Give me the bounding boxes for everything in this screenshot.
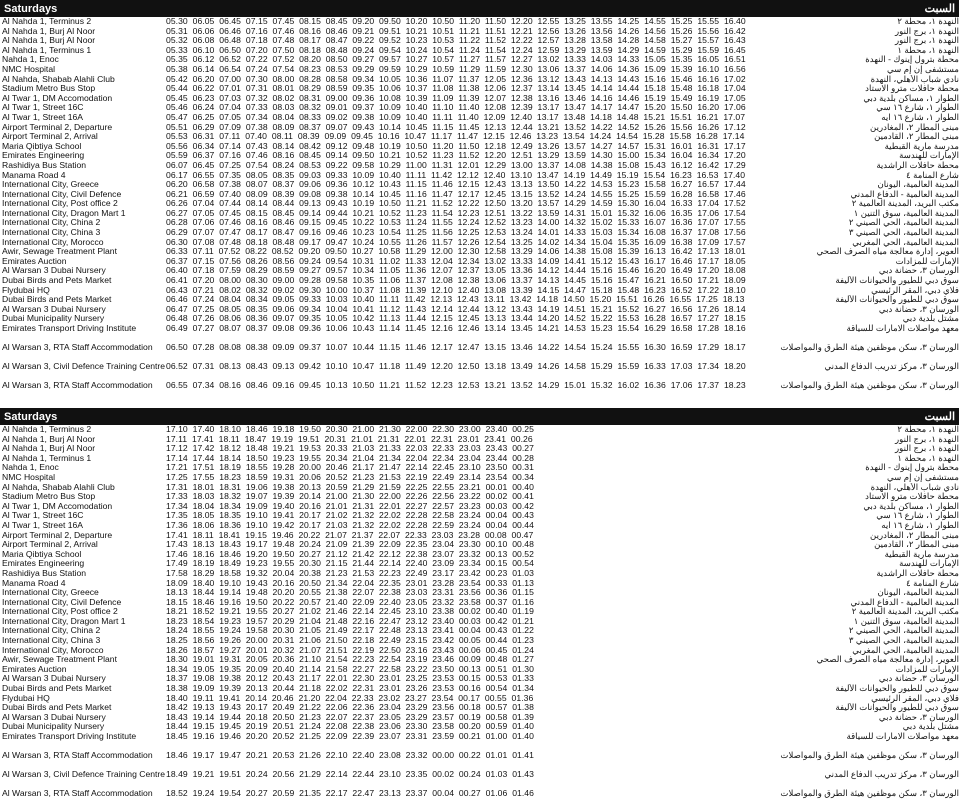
stop-name: International City, China 2 (2, 626, 101, 636)
stop-name-arabic: الطوار ١، شارع ١٦ ايه (881, 520, 959, 530)
table-row (0, 463, 959, 473)
departure-times: 06.07 06.45 07.25 07.54 08.24 08.53 09.22 09.58 10.29 11.00 11.31 12.01 12.29 13.00 13.37 14.08 14.38 15.08 15.43 16.12 16.42 17.29 (166, 160, 746, 170)
stop-name-arabic: الورسان ٣، سكن موظفين هيئة الطرق والمواصلات (780, 789, 959, 798)
table-row (0, 218, 959, 228)
table-row (0, 425, 959, 435)
table-row (0, 665, 959, 675)
stop-name: Emirates Transport Driving Institute (2, 732, 137, 741)
stop-name-arabic: المدينة العالمية، الحي الصيني ٣ (848, 636, 959, 646)
table-row (0, 65, 959, 75)
table-row (0, 27, 959, 37)
stop-name: Al Warsan 3, RTA Staff Accommodation (2, 751, 153, 760)
table-row (0, 295, 959, 305)
stop-name: Awir, Sewage Treatment Plant (2, 655, 117, 665)
departure-times: 06.47 07.25 08.05 08.35 09.06 09.34 10.04 10.41 11.12 11.43 12.14 12.44 13.12 13.43 14.19 14.51 15.21 15.52 16.27 16.56 17.26 18.14 (166, 304, 746, 314)
stop-name-arabic: نادي شباب الأهلي، النهدة (870, 74, 959, 84)
departure-times: 05.56 06.34 07.14 07.43 08.14 08.42 09.12 09.48 10.19 10.50 11.20 11.50 12.18 12.49 13.26 13.57 14.27 14.57 15.31 16.01 16.31 17.17 (166, 141, 746, 151)
stop-name-arabic: سوق دبي للطيور والحيوانات الأليفة (835, 276, 959, 286)
table-row (0, 276, 959, 286)
stop-name-arabic: الورسان ٣، حضانة دبي (878, 304, 959, 314)
departure-times: 18.44 19.15 19.45 20.19 20.51 21.24 22.08 22.38 23.06 23.30 23.58 00.20 00.59 01.40 (166, 722, 534, 732)
stop-name-arabic: محطة بترول إينوك - النهدة (865, 463, 959, 473)
stop-name: Al Warsan 3, Civil Defence Training Centre (2, 362, 166, 371)
table-row (0, 502, 959, 512)
departure-times: 06.48 07.26 08.06 08.36 09.07 09.35 10.05 10.42 11.13 11.44 12.15 12.45 13.13 13.44 14.20 14.52 15.22 15.53 16.28 16.57 17.27 18.15 (166, 314, 746, 324)
stop-name-arabic: سوق دبي للطيور والحيوانات الأليفة (835, 295, 959, 305)
table-row (0, 94, 959, 104)
departure-times: 18.49 19.21 19.51 20.24 20.56 21.29 22.14 22.44 23.10 23.35 00.02 00.24 01.03 01.43 (166, 770, 534, 779)
departure-times: 05.32 06.08 06.48 07.18 07.48 08.17 08.47 09.22 09.52 10.23 10.53 11.22 11.52 12.22 12.57 13.28 13.58 14.28 14.58 15.27 15.57 16.43 (166, 36, 746, 46)
departure-times: 17.36 18.06 18.36 19.10 19.42 20.17 21.03 21.32 22.02 22.28 22.59 23.24 00.04 00.44 (166, 520, 534, 530)
departure-times: 18.45 19.16 19.46 20.20 20.52 21.25 22.09 22.39 23.07 23.31 23.59 00.21 01.00 01.40 (166, 732, 534, 741)
departure-times: 17.58 18.29 18.58 19.32 20.04 20.38 21.23 21.53 22.23 22.49 23.17 23.42 00.23 01.03 (166, 568, 534, 578)
stop-name: Al Twar 1, Street 16C (2, 511, 84, 521)
stop-name: Al Nahda 1, Terminus 1 (2, 45, 92, 55)
table-row (0, 103, 959, 113)
stop-name-arabic: الإمارات للمزادات (895, 664, 959, 674)
table-row (0, 75, 959, 85)
stop-name: Stadium Metro Bus Stop (2, 84, 96, 94)
departure-times: 05.33 06.10 06.50 07.20 07.50 08.18 08.48 09.24 09.54 10.24 10.54 11.24 11.54 12.24 12.59 13.29 13.59 14.29 14.59 15.29 15.59 16.45 (166, 45, 746, 55)
departure-times: 18.13 18.44 19.14 19.48 20.20 20.55 21.38 22.07 22.38 23.03 23.31 23.56 00.36 01.15 (166, 588, 534, 598)
stop-name-arabic: الإمارات للهندسة (899, 559, 959, 569)
departure-times: 06.52 07.31 08.13 08.43 09.13 09.42 10.10 10.47 11.18 11.49 12.20 12.50 13.18 13.49 14.26 14.58 15.29 15.59 16.33 17.03 17.34 18.20 (166, 362, 746, 371)
stop-name-arabic: النهدة ١، برج النور (894, 434, 959, 444)
stop-name: Rashidiya Bus Station (2, 160, 87, 170)
table-row (0, 646, 959, 656)
stop-name: Manama Road 4 (2, 170, 66, 180)
departure-times: 05.53 06.31 07.11 07.40 08.11 08.39 09.09 09.45 10.16 10.47 11.17 11.47 12.15 12.46 13.23 13.54 14.24 14.54 15.28 15.58 16.28 17.14 (166, 132, 745, 142)
stop-name: Al Nahda 1, Burj Al Noor (2, 434, 96, 444)
table-row (0, 142, 959, 152)
table-row (0, 151, 959, 161)
section-header (0, 408, 959, 425)
table-row (0, 257, 959, 267)
departure-times: 05.47 06.25 07.05 07.34 08.04 08.33 09.02 09.38 10.09 10.40 11.11 11.40 12.09 12.40 13.17 13.48 14.18 14.48 15.21 15.51 16.21 17.07 (166, 112, 746, 122)
departure-times: 17.49 18.19 18.49 19.23 19.55 20.30 21.15 21.44 22.14 22.40 23.09 23.34 00.15 00.54 (166, 559, 534, 569)
table-row (0, 492, 959, 502)
stop-name-arabic: شارع المنامة ٤ (906, 578, 959, 588)
stop-name: Emirates Transport Driving Institute (2, 324, 137, 333)
table-row (0, 199, 959, 209)
departure-times: 06.50 07.28 08.08 08.38 09.09 09.37 10.07 10.44 11.15 11.46 12.17 12.47 13.15 13.46 14.22 14.54 15.24 15.55 16.30 16.59 17.29 18.17 (166, 343, 746, 352)
departure-times: 05.38 06.14 06.54 07.24 07.54 08.23 08.53 09.29 09.59 10.29 10.59 11.29 11.59 12.30 13.06 13.37 14.06 14.36 15.09 15.39 16.10 16.56 (166, 64, 746, 74)
stop-name-arabic: شارع المنامة ٤ (906, 170, 959, 180)
table-row (0, 483, 959, 493)
stop-name: Al Warsan 3, Civil Defence Training Centre (2, 770, 166, 779)
stop-name: Airport Terminal 2, Arrival (2, 132, 98, 142)
stop-name: International City, Post office 2 (2, 199, 118, 209)
table-row (0, 540, 959, 550)
departure-times: 17.11 17.41 18.11 18.47 19.19 19.51 20.31 21.01 21.31 22.01 22.31 23.01 23.41 00.26 (166, 434, 533, 444)
stop-name-arabic: النهدة ١، محطة ١ (897, 45, 959, 55)
stop-name: Al Warsan 3 Dubai Nursery (2, 266, 106, 276)
departure-times: 18.52 19.24 19.54 20.27 20.59 21.35 22.17 22.47 23.13 23.37 00.04 00.27 01.06 01.46 (166, 789, 534, 798)
stop-name: Al Warsan 3 Dubai Nursery (2, 674, 106, 684)
departure-times: 17.25 17.55 18.23 18.59 19.31 20.06 20.52 21.23 21.53 22.19 22.49 23.14 23.54 00.34 (166, 472, 534, 482)
stop-name: Dubai Birds and Pets Market (2, 295, 112, 305)
departure-times: 17.10 17.40 18.10 18.46 19.18 19.50 20.30 21.00 21.30 22.00 22.30 23.00 23.40 00.25 (166, 425, 534, 434)
stop-name: Rashidiya Bus Station (2, 568, 87, 578)
section-header (0, 0, 959, 17)
departure-times: 06.30 07.08 07.48 08.18 08.48 09.17 09.47 10.24 10.55 11.26 11.57 12.26 12.54 13.25 14.02 14.34 15.04 15.35 16.09 16.38 17.09 17.57 (166, 237, 746, 247)
table-row (0, 36, 959, 46)
table-row (0, 444, 959, 454)
departure-times: 05.46 06.24 07.04 07.33 08.03 08.32 09.01 09.37 10.09 10.40 11.10 11.40 12.08 12.39 13.17 13.47 14.17 14.47 15.20 15.50 16.20 17.06 (166, 103, 746, 113)
table-row (0, 314, 959, 324)
table-row (0, 362, 959, 381)
stop-name: Al Warsan 3, RTA Staff Accommodation (2, 343, 153, 352)
table-row (0, 473, 959, 483)
stop-name: Nahda 1, Enoc (2, 463, 59, 473)
departure-times: 05.42 06.20 07.00 07.30 08.00 08.28 08.58 09.34 10.05 10.36 11.07 11.37 12.05 12.36 13.12 13.43 14.13 14.43 15.16 15.46 16.16 17.02 (166, 74, 746, 84)
departure-times: 05.51 06.29 07.09 07.38 08.09 08.37 09.07 09.43 10.14 10.45 11.15 11.45 12.13 12.44 13.21 13.52 14.22 14.52 15.26 15.56 16.26 17.12 (166, 122, 746, 132)
table-row (0, 713, 959, 723)
stop-name: Emirates Engineering (2, 151, 85, 161)
stop-name-arabic: محطة حافلات مترو الاستاد (865, 84, 959, 94)
table-row (0, 113, 959, 123)
departure-times: 05.30 06.05 06.45 07.15 07.45 08.15 08.45 09.20 09.50 10.20 10.50 11.20 11.50 12.20 12.55 13.25 13.55 14.25 14.55 15.25 15.55 16.40 (166, 17, 746, 26)
departure-times: 17.33 18.03 18.32 19.07 19.39 20.14 21.00 21.30 22.00 22.26 22.56 23.22 00.02 00.41 (166, 492, 534, 502)
stop-name-arabic: مدرسة مارية القبطية (884, 141, 959, 151)
stop-name-arabic: النهدة ١، محطة ٢ (897, 17, 959, 26)
stop-name-arabic: فلاي دبي، المقر الرئيسي (871, 285, 959, 295)
table-row (0, 751, 959, 770)
table-row (0, 531, 959, 541)
departure-times: 18.15 18.46 19.16 19.50 20.22 20.57 21.40 22.09 22.40 23.05 23.32 23.58 00.37 01.16 (166, 597, 534, 607)
departure-times: 05.45 06.23 07.03 07.32 08.02 08.31 09.00 09.36 10.08 10.39 11.09 11.39 12.07 12.38 13.16 13.46 14.16 14.46 15.19 15.49 16.19 17.05 (166, 93, 746, 103)
stop-name: Nahda 1, Enoc (2, 55, 59, 65)
stop-name: Maria Qibtiya School (2, 141, 82, 151)
stop-name-arabic: مبنى المطار ٢، القادمين (874, 132, 959, 142)
stop-name: Dubai Birds and Pets Market (2, 703, 112, 713)
stop-name-arabic: مكتب البريد، المدينة العالمية ٢ (851, 607, 959, 617)
stop-name: International City, China 3 (2, 228, 101, 238)
departure-times: 18.21 18.52 19.21 19.55 20.27 21.02 21.46 22.14 22.45 23.10 23.38 00.02 00.40 01.19 (166, 607, 534, 617)
departure-times: 17.41 18.11 18.41 19.15 19.46 20.22 21.07 21.37 22.07 22.33 23.03 23.28 00.08 00.47 (166, 530, 534, 540)
stop-name-arabic: الورسان ٣، سكن موظفين هيئة الطرق والمواصلات (780, 751, 959, 760)
stop-name-arabic: المدينة العالمية، الحي المغربي (852, 645, 959, 655)
table-row (0, 247, 959, 257)
stop-name-arabic: محطة بترول إينوك - النهدة (865, 55, 959, 65)
stop-name-arabic: الورسان ٣، حضانة دبي (878, 674, 959, 684)
timetable-section-1 (0, 0, 959, 400)
table-row (0, 722, 959, 732)
table-row (0, 132, 959, 142)
timetable-section-2 (0, 408, 959, 808)
stop-name-arabic: النهدة ١، محطة ٢ (897, 425, 959, 434)
stop-name: Stadium Metro Bus Stop (2, 492, 96, 502)
departure-times: 06.17 06.55 07.35 08.05 08.35 09.03 09.33 10.09 10.40 11.11 11.42 12.12 12.40 13.10 13.47 14.19 14.49 15.19 15.54 16.23 16.53 17.40 (166, 170, 746, 180)
stop-name: International City, Dragon Mart 1 (2, 208, 126, 218)
departure-times: 18.23 18.54 19.23 19.57 20.29 21.04 21.48 22.16 22.47 23.12 23.40 00.03 00.42 01.21 (166, 616, 534, 626)
section-title-arabic: السبت (924, 3, 955, 15)
table-row (0, 521, 959, 531)
table-row (0, 381, 959, 400)
stop-name-arabic: الطوار ١، مساكن بلدية دبي (863, 501, 959, 511)
departure-times: 17.35 18.05 18.35 19.10 19.41 20.17 21.02 21.32 22.02 22.28 22.58 23.24 00.04 00.43 (166, 511, 534, 521)
stop-name: Dubai Birds and Pets Market (2, 684, 112, 694)
stop-name-arabic: الطوار ١، مساكن بلدية دبي (863, 93, 959, 103)
stop-name-arabic: الإمارات للمزادات (895, 256, 959, 266)
stop-name-arabic: المدينة العالمية، الحي الصيني ٢ (848, 218, 959, 228)
table-row (0, 655, 959, 665)
departure-times: 18.24 18.55 19.24 19.58 20.30 21.05 21.49 22.17 22.48 23.13 23.41 00.04 00.43 01.22 (166, 626, 534, 636)
departure-times: 18.40 19.11 19.41 20.14 20.46 21.20 22.04 22.33 23.02 23.27 23.54 00.17 00.55 01.36 (166, 693, 534, 703)
table-row (0, 588, 959, 598)
stop-name: Al Nahda 1, Burj Al Noor (2, 444, 96, 454)
stop-name: Emirates Engineering (2, 559, 85, 569)
stop-name-arabic: النهدة ١، برج النور (894, 26, 959, 36)
table-row (0, 238, 959, 248)
stop-name: Al Twar 1, Street 16C (2, 103, 84, 113)
stop-name: Flydubai HQ (2, 693, 50, 703)
table-row (0, 17, 959, 27)
table-row (0, 732, 959, 751)
stop-name-arabic: نادي شباب الأهلي، النهدة (870, 482, 959, 492)
stop-name: Airport Terminal 2, Departure (2, 122, 113, 132)
stop-name-arabic: الطوار ١، شارع ١٦ سي (876, 103, 959, 113)
table-row (0, 617, 959, 627)
table-row (0, 684, 959, 694)
table-row (0, 674, 959, 684)
stop-name-arabic: سوق دبي للطيور والحيوانات الأليفة (835, 703, 959, 713)
stop-name-arabic: محطة حافلات مترو الاستاد (865, 492, 959, 502)
departure-times: 06.37 07.15 07.56 08.26 08.56 09.24 09.54 10.31 11.02 11.33 12.04 12.34 13.02 13.33 14.09 14.41 15.12 15.43 16.17 16.46 17.17 18.05 (166, 256, 746, 266)
stop-name-arabic: النهدة ١، محطة ١ (897, 453, 959, 463)
stop-name-arabic: الورسان ٣، حضانة دبي (878, 712, 959, 722)
departure-times: 06.43 07.21 08.02 08.32 09.02 09.30 10.00 10.37 11.08 11.39 12.10 12.40 13.08 13.39 14.15 14.47 15.18 15.48 16.23 16.52 17.22 18.10 (166, 285, 746, 295)
stop-name: International City, Dragon Mart 1 (2, 616, 126, 626)
departure-times: 18.34 19.05 19.35 20.09 20.40 21.14 21.58 22.27 22.58 23.22 23.50 00.13 00.51 01.30 (166, 664, 534, 674)
stop-name-arabic: المدينة العالمية، الحي المغربي (852, 237, 959, 247)
table-row (0, 598, 959, 608)
stop-name: Al Twar 1, DM Accomodation (2, 501, 113, 511)
stop-name-arabic: المدينة العالمية، سوق التنين ١ (853, 208, 959, 218)
stop-name: Al Twar 1, Street 16A (2, 112, 84, 122)
departure-times: 17.21 17.51 18.19 18.55 19.28 20.00 20.46 21.17 21.47 22.14 22.45 23.10 23.50 00.31 (166, 463, 534, 473)
departure-times: 17.34 18.04 18.34 19.09 19.40 20.16 21.01 21.31 22.01 22.27 22.57 23.23 00.03 00.42 (166, 501, 534, 511)
table-row (0, 703, 959, 713)
table-row (0, 579, 959, 589)
table-row (0, 694, 959, 704)
table-row (0, 569, 959, 579)
stop-name: Dubai Birds and Pets Market (2, 276, 112, 286)
table-row (0, 171, 959, 181)
stop-name-arabic: الإمارات للهندسة (899, 151, 959, 161)
stop-name-arabic: الورسان ٣، سكن موظفين هيئة الطرق والمواصلات (780, 381, 959, 390)
stop-name-arabic: المدينة العالمية، اليونان (877, 180, 959, 190)
stop-name-arabic: المدينة العالمية، سوق التنين ١ (853, 616, 959, 626)
table-row (0, 770, 959, 789)
stop-name: International City, China 3 (2, 636, 101, 646)
stop-name: Al Warsan 3, RTA Staff Accommodation (2, 789, 153, 798)
stop-name: Airport Terminal 2, Arrival (2, 540, 98, 550)
table-row (0, 607, 959, 617)
stop-name: Al Nahda, Shabab Alahli Club (2, 74, 115, 84)
stop-name-arabic: مشتل بلدية دبي (902, 314, 959, 324)
departure-times: 05.31 06.06 06.46 07.16 07.46 08.16 08.46 09.21 09.51 10.21 10.51 11.21 11.51 12.21 12.56 13.26 13.56 14.26 14.56 15.26 15.56 16.42 (166, 26, 746, 36)
stop-name-arabic: مكتب البريد، المدينة العالمية ٢ (851, 199, 959, 209)
table-row (0, 626, 959, 636)
departure-times: 05.59 06.37 07.16 07.46 08.16 08.45 09.14 09.50 10.21 10.52 11.23 11.52 12.20 12.51 13.29 13.59 14.30 15.00 15.34 16.04 16.34 17.20 (166, 151, 746, 161)
stop-name: Dubai Municipality Nursery (2, 314, 105, 324)
stop-name-arabic: النهدة ١، برج النور (894, 444, 959, 454)
table-row (0, 454, 959, 464)
stop-name: International City, Civil Defence (2, 189, 122, 199)
departure-times: 18.43 19.14 19.44 20.18 20.50 21.23 22.07 22.37 23.05 23.29 23.57 00.19 00.58 01.39 (166, 712, 534, 722)
stop-name: Al Nahda 1, Terminus 1 (2, 453, 92, 463)
departure-times: 06.55 07.34 08.16 08.46 09.16 09.45 10.13 10.50 11.21 11.52 12.23 12.53 13.21 13.52 14.29 15.01 15.32 16.02 16.36 17.06 17.37 18.23 (166, 381, 746, 390)
departure-times: 18.37 19.08 19.38 20.12 20.43 21.17 22.01 22.30 23.01 23.25 23.53 00.15 00.53 01.33 (166, 674, 534, 684)
stop-name-arabic: مستشفى إن إم سي (887, 64, 959, 74)
table-row (0, 190, 959, 200)
departure-times: 18.38 19.09 19.39 20.13 20.44 21.18 22.02 22.31 23.01 23.26 23.53 00.16 00.54 01.34 (166, 684, 534, 694)
departure-times: 17.12 17.42 18.12 18.48 19.21 19.53 20.33 21.03 21.33 22.03 22.33 23.03 23.43 00.27 (166, 444, 534, 454)
departure-times: 18.30 19.01 19.31 20.05 20.36 21.10 21.54 22.23 22.54 23.19 23.46 00.09 00.48 01.27 (166, 655, 534, 665)
table-row (0, 343, 959, 362)
departure-times: 06.27 07.05 07.45 08.15 08.45 09.14 09.44 10.21 10.52 11.23 11.54 12.23 12.51 13.22 13.59 14.31 15.01 15.32 16.06 16.35 17.06 17.54 (166, 208, 746, 218)
table-row (0, 228, 959, 238)
stop-name: International City, Post office 2 (2, 607, 118, 617)
stop-name-arabic: مبنى المطار ٢، القادمين (874, 540, 959, 550)
departure-times: 17.46 18.16 18.46 19.20 19.50 20.27 21.12 21.42 22.12 22.38 23.07 23.32 00.13 00.52 (166, 549, 534, 559)
stop-name: International City, Morocco (2, 645, 104, 655)
timetable (0, 17, 959, 400)
stop-name: NMC Hospital (2, 472, 56, 482)
table-row (0, 46, 959, 56)
stop-name: Flydubai HQ (2, 285, 50, 295)
stop-name-arabic: الطوار ١، شارع ١٦ سي (876, 511, 959, 521)
table-row (0, 161, 959, 171)
stop-name: International City, Greece (2, 180, 99, 190)
table-row (0, 511, 959, 521)
stop-name: Airport Terminal 2, Departure (2, 530, 113, 540)
stop-name-arabic: معهد مواصلات الامارات للسياقة (846, 324, 959, 333)
stop-name-arabic: الورسان ٣، مركز تدريب الدفاع المدني (824, 770, 959, 779)
stop-name: Manama Road 4 (2, 578, 66, 588)
stop-name-arabic: مشتل بلدية دبي (902, 722, 959, 732)
departure-times: 17.14 17.44 18.14 18.50 19.23 19.55 20.34 21.04 21.34 22.04 22.34 23.04 23.44 00.28 (166, 453, 534, 463)
stop-name: Al Nahda, Shabab Alahli Club (2, 482, 115, 492)
stop-name-arabic: محطة حافلات الراشدية (876, 568, 959, 578)
table-row (0, 435, 959, 445)
table-row (0, 559, 959, 569)
stop-name-arabic: العوير، إدارة معالجة مياه الصرف الصحي (816, 655, 959, 665)
table-row (0, 550, 959, 560)
departure-times: 17.43 18.13 18.43 19.17 19.48 20.24 21.09 21.39 22.09 22.35 23.04 23.30 00.10 00.48 (166, 540, 534, 550)
stop-name-arabic: المدينة العالمية، الحي الصيني ٣ (848, 228, 959, 238)
table-row (0, 55, 959, 65)
table-row (0, 84, 959, 94)
stop-name: Maria Qibtiya School (2, 549, 82, 559)
stop-name-arabic: المدينة العالمية - الدفاع المدني (850, 189, 959, 199)
departure-times: 06.46 07.24 08.04 08.34 09.05 09.33 10.03 10.40 11.11 11.42 12.13 12.43 13.11 13.42 14.18 14.50 15.20 15.51 16.26 16.55 17.25 18.13 (166, 295, 745, 305)
departure-times: 18.26 18.57 19.27 20.01 20.32 21.07 21.51 22.19 22.50 23.16 23.43 00.06 00.45 01.24 (166, 645, 534, 655)
stop-name-arabic: سوق دبي للطيور والحيوانات الأليفة (835, 684, 959, 694)
stop-name: Al Nahda 1, Terminus 2 (2, 425, 92, 434)
stop-name-arabic: الورسان ٣، مركز تدريب الدفاع المدني (824, 362, 959, 371)
stop-name: Al Warsan 3 Dubai Nursery (2, 712, 106, 722)
stop-name: Al Nahda 1, Burj Al Noor (2, 36, 96, 46)
departure-times: 18.09 18.40 19.10 19.43 20.16 20.50 21.34 22.04 22.35 23.01 23.28 23.54 00.33 01.13 (166, 578, 534, 588)
stop-name-arabic: المدينة العالمية، اليونان (877, 588, 959, 598)
stop-name-arabic: المدينة العالمية - الدفاع المدني (850, 597, 959, 607)
stop-name: Al Warsan 3, RTA Staff Accommodation (2, 381, 153, 390)
departure-times: 06.28 07.06 07.46 08.16 08.46 09.15 09.45 10.22 10.53 11.24 11.55 12.24 12.52 13.23 14.00 14.32 15.02 15.33 16.07 16.36 17.07 17.55 (166, 218, 746, 228)
departure-times: 06.40 07.18 07.59 08.29 08.59 09.27 09.57 10.34 11.05 11.36 12.07 12.37 13.05 13.36 14.12 14.44 15.16 15.46 16.20 16.49 17.20 18.08 (166, 266, 746, 276)
table-row (0, 266, 959, 276)
stop-name: Emirates Auction (2, 664, 67, 674)
stop-name-arabic: الورسان ٣، سكن موظفين هيئة الطرق والمواصلات (780, 343, 959, 352)
section-title-arabic: السبت (924, 411, 955, 423)
stop-name-arabic: العوير، إدارة معالجة مياه الصرف الصحي (816, 247, 959, 257)
stop-name-arabic: مستشفى إن إم سي (887, 472, 959, 482)
stop-name: International City, Greece (2, 588, 99, 598)
departure-times: 06.21 06.59 07.40 08.09 08.39 09.08 09.38 10.14 10.45 11.16 11.47 12.17 12.45 13.15 13.52 14.24 14.55 15.25 15.59 16.28 16.58 17.46 (166, 189, 746, 199)
table-row (0, 305, 959, 315)
stop-name-arabic: مبنى المطار ٢، المغادرين (870, 122, 959, 132)
departure-times: 18.46 19.17 19.47 20.21 20.53 21.26 22.10 22.40 23.08 23.32 00.00 00.22 01.01 01.41 (166, 751, 534, 760)
departure-times: 18.42 19.13 19.43 20.17 20.49 21.22 22.06 22.36 23.04 23.29 23.56 00.18 00.57 01.38 (166, 703, 534, 713)
stop-name: Al Nahda 1, Terminus 2 (2, 17, 92, 26)
table-row (0, 123, 959, 133)
departure-times: 05.44 06.22 07.01 07.31 08.01 08.29 08.59 09.35 10.06 10.37 11.08 11.38 12.06 12.37 13.14 13.45 14.14 14.44 15.18 15.48 16.18 17.04 (166, 84, 746, 94)
stop-name-arabic: محطة حافلات الراشدية (876, 160, 959, 170)
stop-name: Al Nahda 1, Burj Al Noor (2, 26, 96, 36)
stop-name-arabic: مدرسة مارية القبطية (884, 549, 959, 559)
stop-name-arabic: الورسان ٣، حضانة دبي (878, 266, 959, 276)
stop-name: Awir, Sewage Treatment Plant (2, 247, 117, 257)
stop-name: International City, Morocco (2, 237, 104, 247)
stop-name-arabic: النهدة ١، برج النور (894, 36, 959, 46)
stop-name: Al Twar 1, Street 16A (2, 520, 84, 530)
departure-times: 17.31 18.01 18.31 19.06 19.38 20.13 20.59 21.29 21.59 22.25 22.55 23.21 00.01 00.40 (166, 482, 534, 492)
stop-name-arabic: معهد مواصلات الامارات للسياقة (846, 732, 959, 741)
table-row (0, 286, 959, 296)
departure-times: 18.25 18.56 19.26 20.00 20.31 21.06 21.50 22.18 22.49 23.15 23.42 00.05 00.44 01.23 (166, 636, 534, 646)
stop-name: Dubai Municipality Nursery (2, 722, 105, 732)
table-row (0, 324, 959, 343)
stop-name: Al Twar 1, DM Accomodation (2, 93, 113, 103)
stop-name: NMC Hospital (2, 64, 56, 74)
departure-times: 06.49 07.27 08.07 08.37 09.08 09.36 10.06 10.43 11.14 11.45 12.16 12.46 13.14 13.45 14.21 14.53 15.23 15.54 16.29 16.58 17.28 18.16 (166, 324, 746, 333)
stop-name: Emirates Auction (2, 256, 67, 266)
section-title: Saturdays (4, 410, 58, 423)
table-row (0, 789, 959, 808)
departure-times: 06.26 07.04 07.44 08.14 08.44 09.13 09.43 10.19 10.50 11.21 11.52 12.22 12.50 13.20 13.57 14.29 14.59 15.30 16.04 16.33 17.04 17.52 (166, 199, 746, 209)
section-title: Saturdays (4, 2, 58, 15)
departure-times: 06.29 07.07 07.47 08.17 08.47 09.16 09.46 10.23 10.54 11.25 11.56 12.25 12.53 13.24 14.01 14.33 15.03 15.34 16.08 16.37 17.08 17.56 (166, 228, 746, 238)
departure-times: 05.35 06.12 06.52 07.22 07.52 08.20 08.50 09.27 09.57 10.27 10.57 11.27 11.57 12.27 13.02 13.33 14.03 14.33 15.05 15.35 16.05 16.51 (166, 55, 746, 65)
timetable (0, 425, 959, 808)
table-row (0, 209, 959, 219)
stop-name: Al Warsan 3 Dubai Nursery (2, 304, 106, 314)
departure-times: 06.41 07.20 08.00 08.30 09.00 09.28 09.58 10.35 11.06 11.37 12.08 12.38 13.06 13.37 14.13 14.45 15.16 15.47 16.21 16.50 17.21 18.09 (166, 276, 746, 286)
table-row (0, 180, 959, 190)
table-row (0, 636, 959, 646)
stop-name-arabic: الطوار ١، شارع ١٦ ايه (881, 112, 959, 122)
stop-name-arabic: فلاي دبي، المقر الرئيسي (871, 693, 959, 703)
departure-times: 06.33 07.11 07.52 08.22 08.52 09.20 09.50 10.27 10.58 11.29 12.00 12.30 12.58 13.29 14.06 14.38 15.08 15.39 16.13 16.42 17.13 18.01 (166, 247, 746, 257)
stop-name-arabic: المدينة العالمية، الحي الصيني ٢ (848, 626, 959, 636)
stop-name-arabic: مبنى المطار ٢، المغادرين (870, 530, 959, 540)
departure-times: 06.20 06.58 07.38 08.07 08.37 09.06 09.36 10.12 10.43 11.15 11.46 12.15 12.43 13.13 13.50 14.22 14.53 15.23 15.58 16.27 16.57 17.44 (166, 180, 746, 190)
stop-name: International City, Civil Defence (2, 597, 122, 607)
stop-name: International City, China 2 (2, 218, 101, 228)
